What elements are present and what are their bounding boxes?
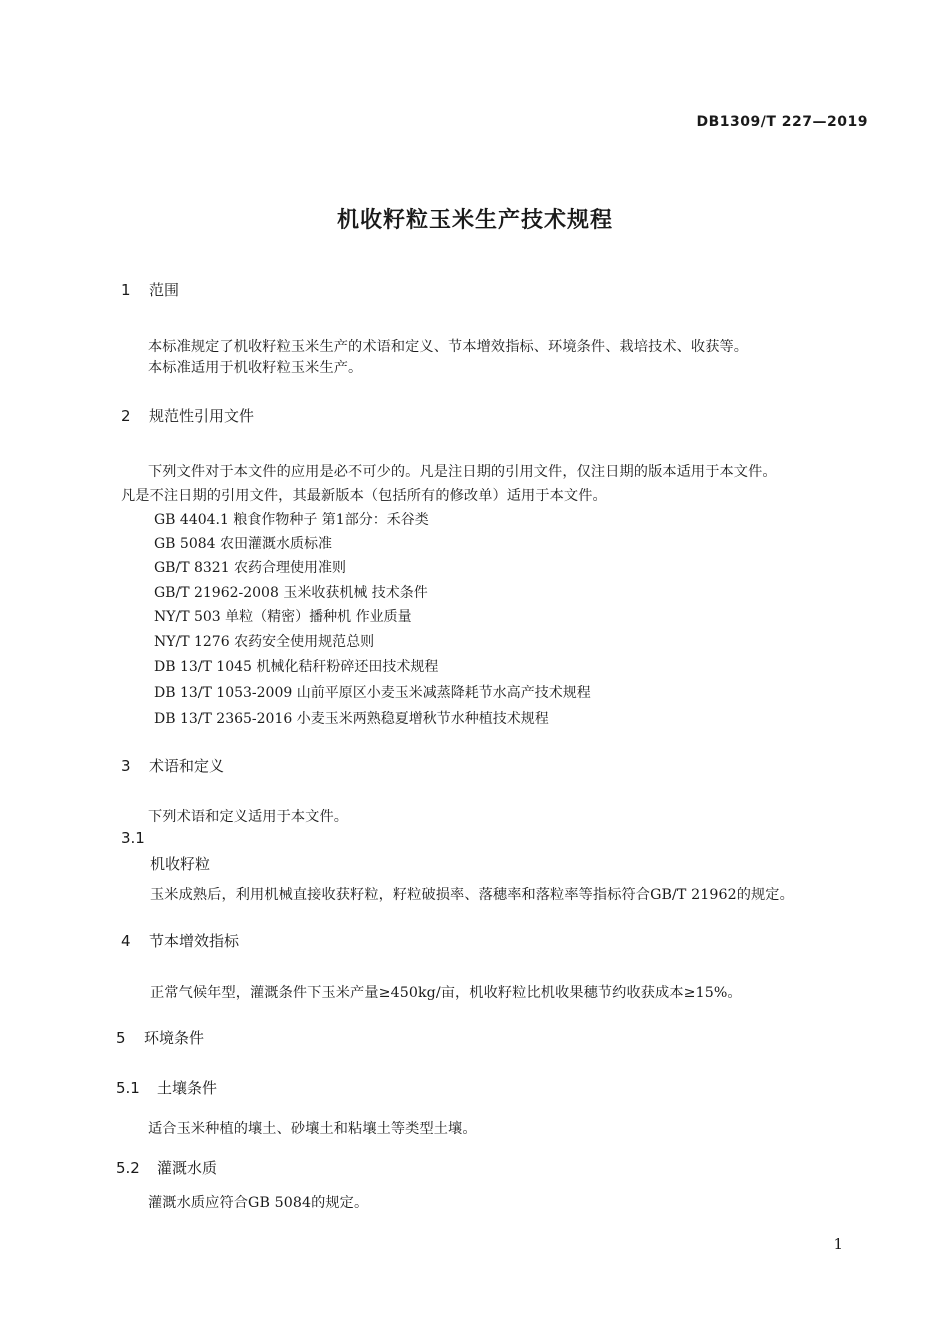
section-1-heading [121, 279, 179, 300]
section-4-paragraph: 正常气候年型，灌溉条件下玉米产量≥450kg/亩，机收籽粒比机收果穗节约收获成本≥15%。 [150, 985, 742, 1001]
section-number: 3 [121, 757, 131, 775]
term-heading: 机收籽粒 [150, 855, 211, 873]
section-2-heading [121, 405, 254, 426]
subsection-number: 5.2 [116, 1159, 140, 1177]
subsection-5-2-paragraph: 灌溉水质应符合GB 5084的规定。 [148, 1195, 369, 1211]
document-number: DB1309/T 227—2019 [696, 114, 868, 130]
section-title: 规范性引用文件 [149, 407, 255, 425]
section-title: 范围 [149, 281, 180, 299]
page-title: 机收籽粒玉米生产技术规程 [336, 208, 613, 233]
subsection-title: 土壤条件 [157, 1079, 218, 1097]
section-number: 2 [121, 407, 131, 425]
subsection-3-1-number: 3.1 [121, 829, 145, 847]
section-2-intro-line-1: 下列文件对于本文件的应用是必不可少的。凡是注日期的引用文件，仅注日期的版本适用于本文件。 [148, 464, 777, 480]
reference-item: DB 13/T 1053-2009 山前平原区小麦玉米减蒸降耗节水高产技术规程 [154, 685, 591, 701]
subsection-5-1-paragraph: 适合玉米种植的壤土、砂壤土和粘壤土等类型土壤。 [148, 1121, 477, 1137]
section-1-paragraph-1: 本标准规定了机收籽粒玉米生产的术语和定义、节本增效指标、环境条件、栽培技术、收获等。 [148, 339, 749, 355]
section-1-paragraph-2: 本标准适用于机收籽粒玉米生产。 [148, 360, 363, 376]
reference-item: GB/T 21962-2008 玉米收获机械 技术条件 [154, 585, 428, 601]
reference-item: DB 13/T 2365-2016 小麦玉米两熟稳夏增秋节水种植技术规程 [154, 711, 549, 727]
reference-item: NY/T 503 单粒（精密）播种机 作业质量 [154, 609, 412, 625]
reference-item: GB 4404.1 粮食作物种子 第1部分：禾谷类 [154, 512, 429, 528]
reference-item: GB 5084 农田灌溉水质标准 [154, 536, 333, 552]
section-3-intro: 下列术语和定义适用于本文件。 [148, 809, 349, 825]
reference-item: GB/T 8321 农药合理使用准则 [154, 560, 347, 576]
section-title: 节本增效指标 [149, 932, 240, 950]
subsection-title: 灌溉水质 [157, 1159, 218, 1177]
subsection-number: 5.1 [116, 1079, 140, 1097]
section-title: 术语和定义 [149, 757, 225, 775]
section-title: 环境条件 [144, 1029, 205, 1047]
subsection-5-1-heading [116, 1077, 217, 1098]
section-number: 4 [121, 932, 131, 950]
section-number: 1 [121, 281, 131, 299]
subsection-5-2-heading [116, 1157, 217, 1178]
term-definition: 玉米成熟后，利用机械直接收获籽粒，籽粒破损率、落穗率和落粒率等指标符合GB/T 21962的规定。 [150, 887, 794, 903]
reference-item: NY/T 1276 农药安全使用规范总则 [154, 634, 375, 650]
section-2-intro-line-2: 凡是不注日期的引用文件，其最新版本（包括所有的修改单）适用于本文件。 [121, 488, 607, 504]
reference-item: DB 13/T 1045 机械化秸秆粉碎还田技术规程 [154, 659, 439, 675]
section-5-heading [116, 1027, 204, 1048]
page-number: 1 [833, 1235, 843, 1253]
section-4-heading [121, 930, 239, 951]
section-3-heading [121, 755, 224, 776]
section-number: 5 [116, 1029, 126, 1047]
